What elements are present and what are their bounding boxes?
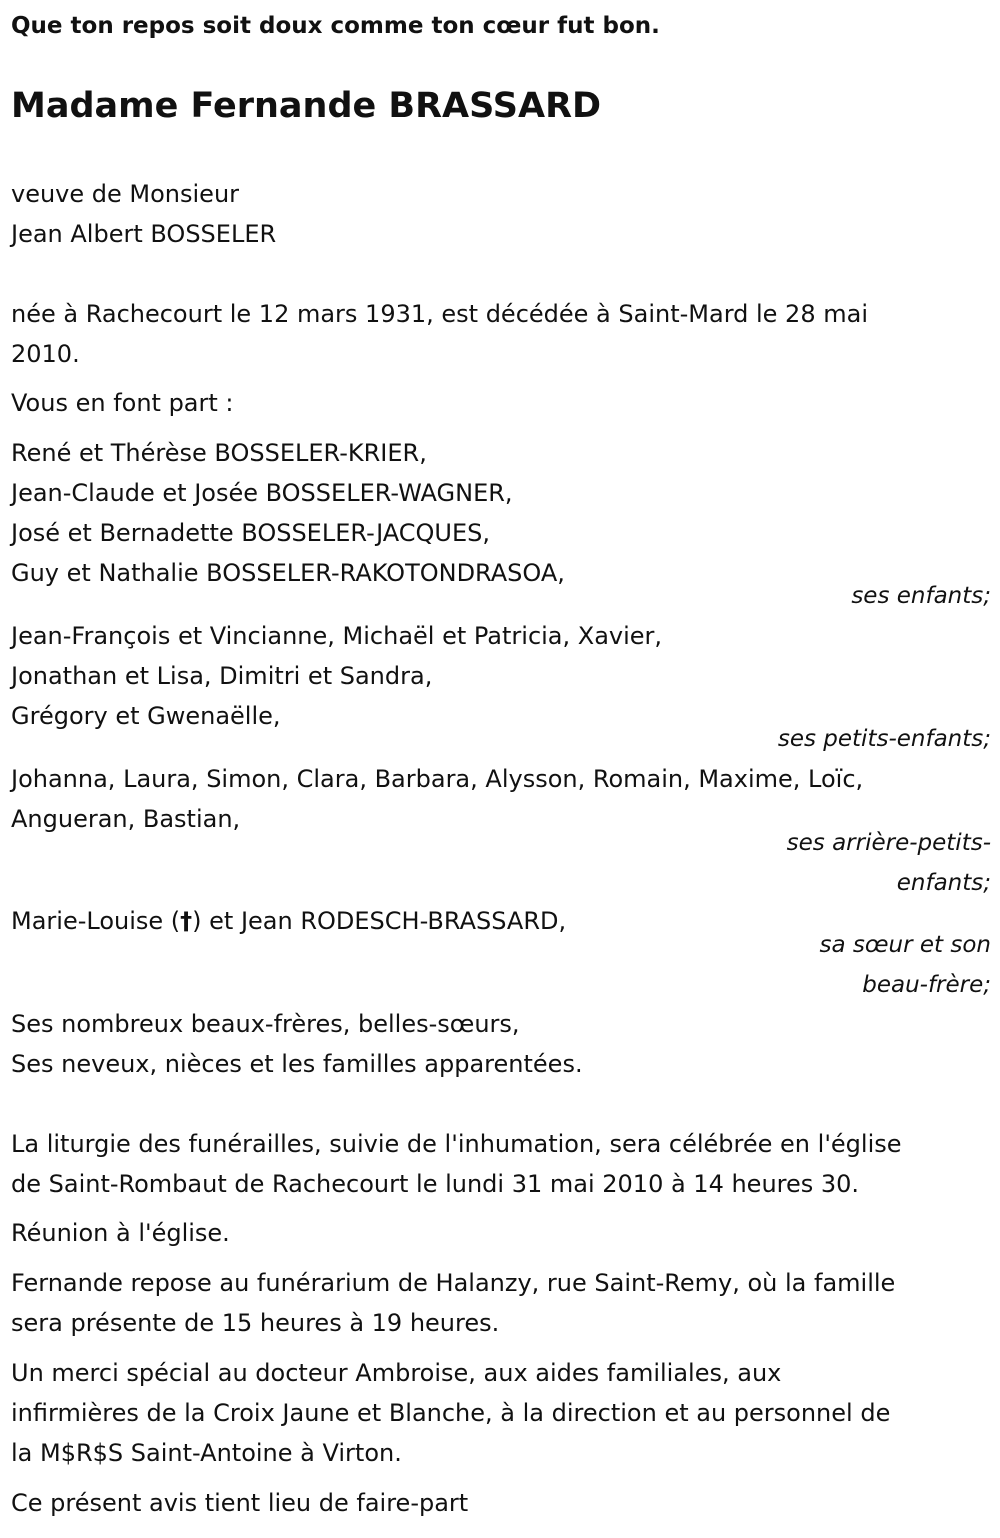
thanks-line: la M$R$S Saint-Antoine à Virton. [11, 1439, 402, 1467]
sister-name-end: ) et Jean RODESCH-BRASSARD, [192, 907, 567, 935]
liturgy-line: La liturgie des funérailles, suivie de l'inhumation, sera célébrée en l'église [11, 1130, 902, 1158]
list-item: Jonathan et Lisa, Dimitri et Sandra, [11, 662, 433, 690]
children-list [11, 433, 991, 593]
birth-death-line: 2010. [11, 340, 80, 368]
liturgy-line: de Saint-Rombaut de Rachecourt le lundi 31 mai 2010 à 14 heures 30. [11, 1170, 860, 1198]
widow-of-spouse: Jean Albert BOSSELER [11, 220, 277, 248]
thanks-line: Un merci spécial au docteur Ambroise, aux aides familiales, aux [11, 1359, 782, 1387]
list-item: Ses nombreux beaux-frères, belles-sœurs, [11, 1010, 520, 1038]
rest-line: sera présente de 15 heures à 19 heures. [11, 1309, 500, 1337]
list-item: Angueran, Bastian, [11, 805, 241, 833]
announce-text: Vous en font part : [11, 389, 234, 417]
rest-line: Fernande repose au funérarium de Halanzy, rue Saint-Remy, où la famille [11, 1269, 896, 1297]
rest-place [11, 1263, 991, 1343]
birth-death [11, 294, 991, 374]
relation-label: ses enfants; [851, 583, 991, 609]
birth-death-line: née à Rachecourt le 12 mars 1931, est décédée à Saint-Mard le 28 mai [11, 300, 868, 328]
announce [11, 383, 991, 423]
list-item: Johanna, Laura, Simon, Clara, Barbara, Alysson, Romain, Maxime, Loïc, [11, 765, 864, 793]
closing-text: Ce présent avis tient lieu de faire-part [11, 1489, 469, 1517]
thanks-line: infirmières de la Croix Jaune et Blanche, à la direction et au personnel de [11, 1399, 891, 1427]
relation-label: sa sœur et son [819, 932, 991, 958]
children-relation [851, 576, 991, 616]
list-item: Guy et Nathalie BOSSELER-RAKOTONDRASOA, [11, 559, 565, 587]
list-item: Jean-François et Vincianne, Michaël et Patricia, Xavier, [11, 622, 663, 650]
widow-of [11, 174, 991, 254]
meeting [11, 1213, 991, 1253]
list-item: Ses neveux, nièces et les familles apparentées. [11, 1050, 583, 1078]
extended-family [11, 1004, 991, 1084]
widow-of-line: veuve de Monsieur [11, 180, 240, 208]
grandchildren-list [11, 616, 991, 736]
relation-label: ses petits-enfants; [777, 726, 991, 752]
list-item: Grégory et Gwenaëlle, [11, 702, 281, 730]
great-grandchildren-relation [787, 823, 991, 903]
epigraph: Que ton repos soit doux comme ton cœur fut bon. [11, 13, 660, 39]
sister-relation [820, 925, 991, 1005]
thanks [11, 1353, 991, 1473]
meeting-text: Réunion à l'église. [11, 1219, 230, 1247]
closing [11, 1483, 991, 1523]
cross-icon: † [180, 907, 193, 935]
list-item: José et Bernadette BOSSELER-JACQUES, [11, 519, 490, 547]
relation-label: ses arrière-petits- [786, 830, 991, 856]
list-item: Jean-Claude et Josée BOSSELER-WAGNER, [11, 479, 513, 507]
relation-label: enfants; [896, 870, 991, 896]
relation-label: beau-frère; [862, 972, 991, 998]
list-item: René et Thérèse BOSSELER-KRIER, [11, 439, 427, 467]
deceased-name: Madame Fernande BRASSARD [11, 86, 602, 126]
liturgy [11, 1124, 991, 1204]
grandchildren-relation [778, 719, 991, 759]
sister-name-start: Marie-Louise ( [11, 907, 181, 935]
